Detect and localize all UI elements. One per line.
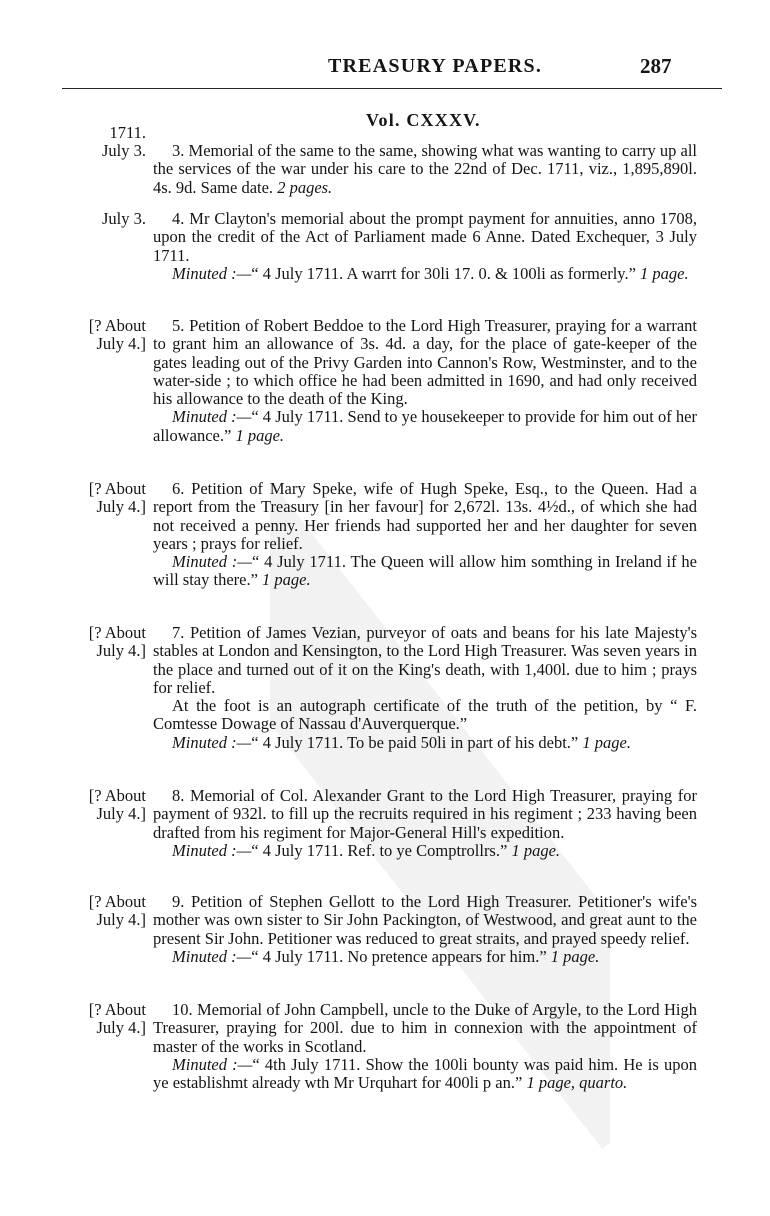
running-head bbox=[0, 52, 770, 86]
margin-date-line: July 4.] bbox=[96, 1018, 146, 1038]
minute-text: “ 4 July 1711. Send to ye housekeeper to provide for him out of her allowance.” bbox=[153, 407, 697, 445]
entry-pages: 2 pages. bbox=[277, 177, 333, 197]
entry-body: 4. Mr Clayton's memorial about the prompt payment for annuities, anno 1708, upon the credit of the Act of Parliament made 6 Anne. Dated Exchequer, 3 July 1711. bbox=[153, 209, 697, 265]
minute-label: Minuted :— bbox=[172, 946, 252, 966]
margin-date bbox=[62, 893, 146, 930]
entry-note: At the foot is an autograph certificate of the truth of the petition, by “ F. Comtesse Dowage of Nassau d'Auverquerque.” bbox=[153, 696, 697, 734]
entry-text bbox=[153, 893, 697, 966]
margin-date-line: July 4.] bbox=[96, 497, 146, 517]
minute-label: Minuted :— bbox=[172, 732, 252, 752]
margin-date-line: July 4.] bbox=[96, 910, 146, 930]
minute-text: “ 4 July 1711. No pretence appears for him.” bbox=[251, 946, 547, 966]
margin-date bbox=[62, 480, 146, 517]
margin-date bbox=[62, 624, 146, 661]
entry-text bbox=[153, 787, 697, 860]
entry-text bbox=[153, 210, 697, 283]
margin-date bbox=[62, 1001, 146, 1038]
margin-date bbox=[62, 210, 146, 228]
entry-minute bbox=[153, 734, 697, 752]
entry-minute bbox=[153, 948, 697, 966]
margin-date-line: 1711. bbox=[109, 123, 146, 142]
entry-minute bbox=[153, 265, 697, 283]
minute-pages: 1 page. bbox=[582, 732, 631, 752]
minute-label: Minuted :— bbox=[172, 552, 252, 572]
margin-date-line: July 4.] bbox=[96, 641, 146, 661]
minute-pages: 1 page. bbox=[262, 570, 311, 590]
entry-body: 5. Petition of Robert Beddoe to the Lord High Treasurer, praying for a warrant to grant him an allowance of 3s. 4d. a day, for the place of gate-keeper of the gates leading out of the Privy Garden into Cannon's Row, Westminster, and to the water-side ; to which office he had been admitted in 1690, and had only received his allowance to the death of the King. bbox=[153, 316, 697, 409]
entry-body: 7. Petition of James Vezian, purveyor of oats and beans for his late Majesty's stables at London and Kensington, to the Lord High Treasurer. Was seven years in the place and turned out of it on the King's death, with 1,400l. due to him ; prays for relief. bbox=[153, 623, 697, 697]
margin-date-line: [? About bbox=[88, 316, 146, 335]
entry-body: 10. Memorial of John Campbell, uncle to the Duke of Argyle, to the Lord High Treasurer, praying for 200l. due to him in connexion with the appointment of master of the works in Scotland. bbox=[153, 1000, 697, 1056]
minute-pages: 1 page. bbox=[511, 840, 561, 860]
minute-pages: 1 page, quarto. bbox=[526, 1073, 628, 1093]
margin-date bbox=[62, 124, 146, 161]
minute-pages: 1 page. bbox=[550, 946, 600, 966]
entry-minute bbox=[153, 408, 697, 445]
margin-date-line: [? About bbox=[88, 786, 146, 805]
margin-date bbox=[62, 787, 146, 824]
entry-body: 3. Memorial of the same to the same, showing what was wanting to carry up all the services of the war under his care to the 22nd of Dec. 1711, viz., 1,895,890l. 4s. 9d. Same date. bbox=[153, 141, 697, 197]
entry-text bbox=[153, 1001, 697, 1092]
margin-date-line: [? About bbox=[88, 892, 146, 911]
page-number: 287 bbox=[640, 54, 672, 78]
minute-text: “ 4 July 1711. A warrt for 30li 17. 0. & 100li as formerly.” bbox=[251, 263, 636, 283]
entry-text bbox=[153, 317, 697, 445]
margin-date-line: [? About bbox=[88, 479, 146, 498]
volume-heading: Vol. CXXXV. bbox=[366, 110, 481, 130]
entry-body: 8. Memorial of Col. Alexander Grant to the Lord High Treasurer, praying for payment of 932l. to fill up the recruits required in his regiment ; 233 having been drafted from his regiment for Major-General Hill's expedition. bbox=[153, 786, 697, 842]
minute-label: Minuted :— bbox=[172, 407, 252, 427]
margin-date-line: July 4.] bbox=[96, 334, 146, 354]
entry-text bbox=[153, 142, 697, 197]
minute-label: Minuted :— bbox=[172, 1054, 253, 1074]
header-rule bbox=[62, 88, 722, 89]
margin-date-line: [? About bbox=[88, 1000, 146, 1019]
minute-label: Minuted :— bbox=[172, 263, 252, 283]
margin-date-line: July 3. bbox=[101, 209, 146, 228]
entry-body: 6. Petition of Mary Speke, wife of Hugh Speke, Esq., to the Queen. Had a report from the Treasury [in her favour] for 2,672l. 13s. 4½d., of which she had not received a penny. Her friends had supported her and her daughter for seven years ; prays for relief. bbox=[153, 479, 697, 553]
minute-pages: 1 page. bbox=[235, 425, 285, 445]
minute-text: “ 4 July 1711. The Queen will allow him somthing in Ireland if he will stay there.” bbox=[153, 552, 697, 590]
margin-date bbox=[62, 317, 146, 354]
minute-text: “ 4 July 1711. To be paid 50li in part of his debt.” bbox=[251, 732, 579, 752]
minute-text: “ 4th July 1711. Show the 100li bounty was paid him. He is upon ye establishmt already wth Mr Urquhart for 400li p an.” bbox=[153, 1054, 697, 1093]
entry-minute bbox=[153, 553, 697, 590]
minute-pages: 1 page. bbox=[640, 263, 689, 283]
minute-label: Minuted :— bbox=[172, 840, 252, 860]
minute-text: “ 4 July 1711. Ref. to ye Comptrollrs.” bbox=[251, 840, 508, 860]
margin-date-line: [? About bbox=[88, 623, 146, 642]
entry-text bbox=[153, 480, 697, 590]
entry-body: 9. Petition of Stephen Gellott to the Lord High Treasurer. Petitioner's wife's mother was own sister to Sir John Packington, of Westwood, and great aunt to the present Sir John. Petitioner was reduced to great straits, and prayed speedy relief. bbox=[153, 892, 697, 948]
running-title: TREASURY PAPERS. bbox=[328, 55, 543, 77]
margin-date-line: July 3. bbox=[101, 141, 146, 161]
entry-minute bbox=[153, 842, 697, 860]
entry-minute bbox=[153, 1056, 697, 1093]
margin-date-line: July 4.] bbox=[96, 804, 146, 824]
entry-text bbox=[153, 624, 697, 752]
